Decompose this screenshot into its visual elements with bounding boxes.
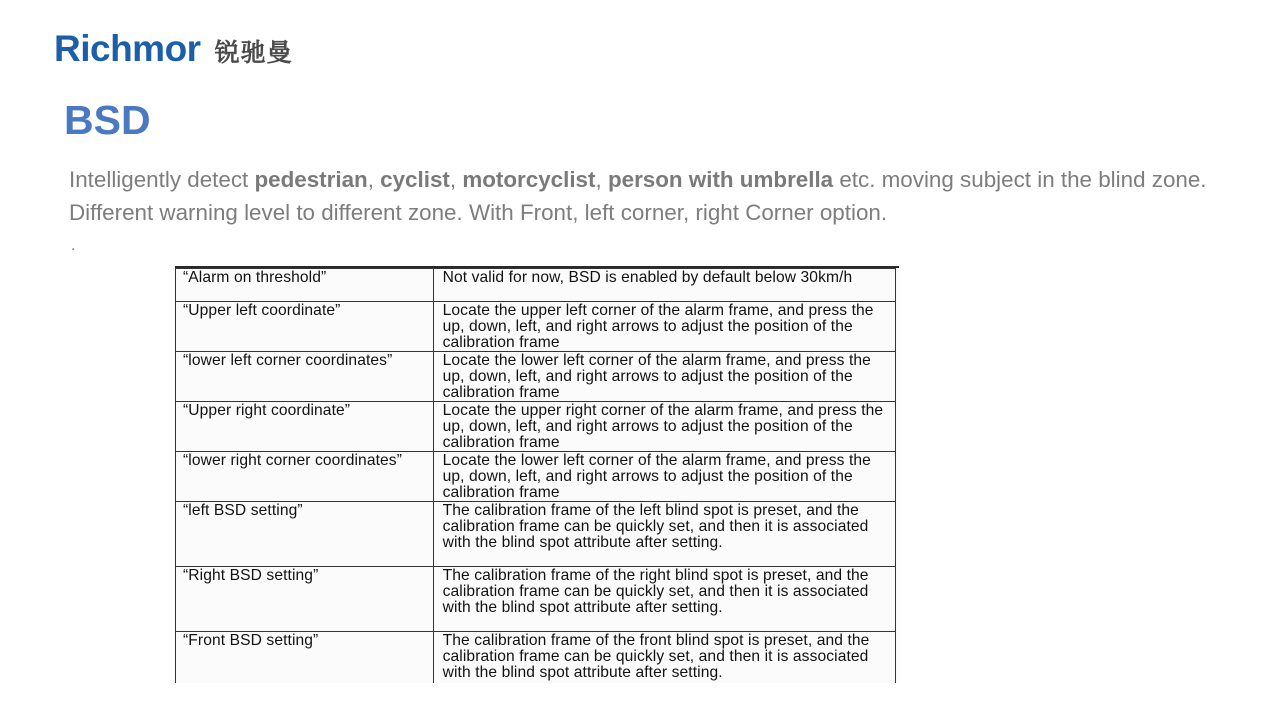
company-logo — [54, 28, 293, 70]
intro-bold-cyclist: cyclist — [380, 167, 450, 192]
table-row — [176, 302, 896, 352]
row-description: The calibration frame of the right blind spot is preset, and the calibration frame can be quickly set, and then it is associated with the blind spot attribute after setting. — [433, 567, 895, 632]
intro-bold-motorcyclist: motorcyclist — [462, 167, 596, 192]
row-description: Not valid for now, BSD is enabled by default below 30km/h — [433, 269, 895, 302]
row-description: Locate the upper left corner of the alarm frame, and press the up, down, left, and right arrows to adjust the position of the calibration frame — [433, 302, 895, 352]
table-row — [176, 269, 896, 302]
row-label: “Upper right coordinate” — [176, 402, 434, 452]
row-description: Locate the upper right corner of the alarm frame, and press the up, down, left, and right arrows to adjust the position of the calibration frame — [433, 402, 895, 452]
intro-text-2: , — [367, 167, 381, 192]
table-row — [176, 567, 896, 632]
logo-text-cn: 锐驰曼 — [214, 38, 293, 67]
row-description: The calibration frame of the front blind spot is preset, and the calibration frame can be quickly set, and then it is associated with the blind spot attribute after setting. — [433, 632, 895, 684]
row-label: “Alarm on threshold” — [176, 269, 434, 302]
intro-text-4: , — [595, 167, 608, 192]
table-row — [176, 632, 896, 684]
intro-bold-umbrella: person with umbrella — [607, 167, 834, 192]
intro-bold-pedestrian: pedestrian — [254, 167, 368, 192]
row-label: “Right BSD setting” — [176, 567, 434, 632]
bsd-settings-table — [175, 268, 896, 683]
row-label: “Upper left coordinate” — [176, 302, 434, 352]
slide-title: BSD — [64, 97, 151, 143]
table-row — [176, 402, 896, 452]
settings-table-image — [175, 266, 899, 683]
table-row — [176, 352, 896, 402]
intro-text-5: etc. moving subject in the blind zone. Different warning level to different zone. With Front, left corner, right Corner option. — [69, 167, 1207, 225]
row-description: Locate the lower left corner of the alarm frame, and press the up, down, left, and right arrows to adjust the position of the calibration frame — [433, 352, 895, 402]
row-description: Locate the lower left corner of the alarm frame, and press the up, down, left, and right arrows to adjust the position of the calibration frame — [433, 452, 895, 502]
intro-text-1: Intelligently detect — [69, 167, 255, 192]
row-label: “Front BSD setting” — [176, 632, 434, 684]
table-row — [176, 452, 896, 502]
table-row — [176, 502, 896, 567]
bullet-dot: . — [71, 237, 76, 254]
row-description: The calibration frame of the left blind spot is preset, and the calibration frame can be quickly set, and then it is associated with the blind spot attribute after setting. — [433, 502, 895, 567]
row-label: “left BSD setting” — [176, 502, 434, 567]
intro-paragraph — [69, 163, 1209, 229]
row-label: “lower left corner coordinates” — [176, 352, 434, 402]
row-label: “lower right corner coordinates” — [176, 452, 434, 502]
logo-text-en: Richmor — [54, 28, 201, 69]
intro-text-3: , — [449, 167, 463, 192]
